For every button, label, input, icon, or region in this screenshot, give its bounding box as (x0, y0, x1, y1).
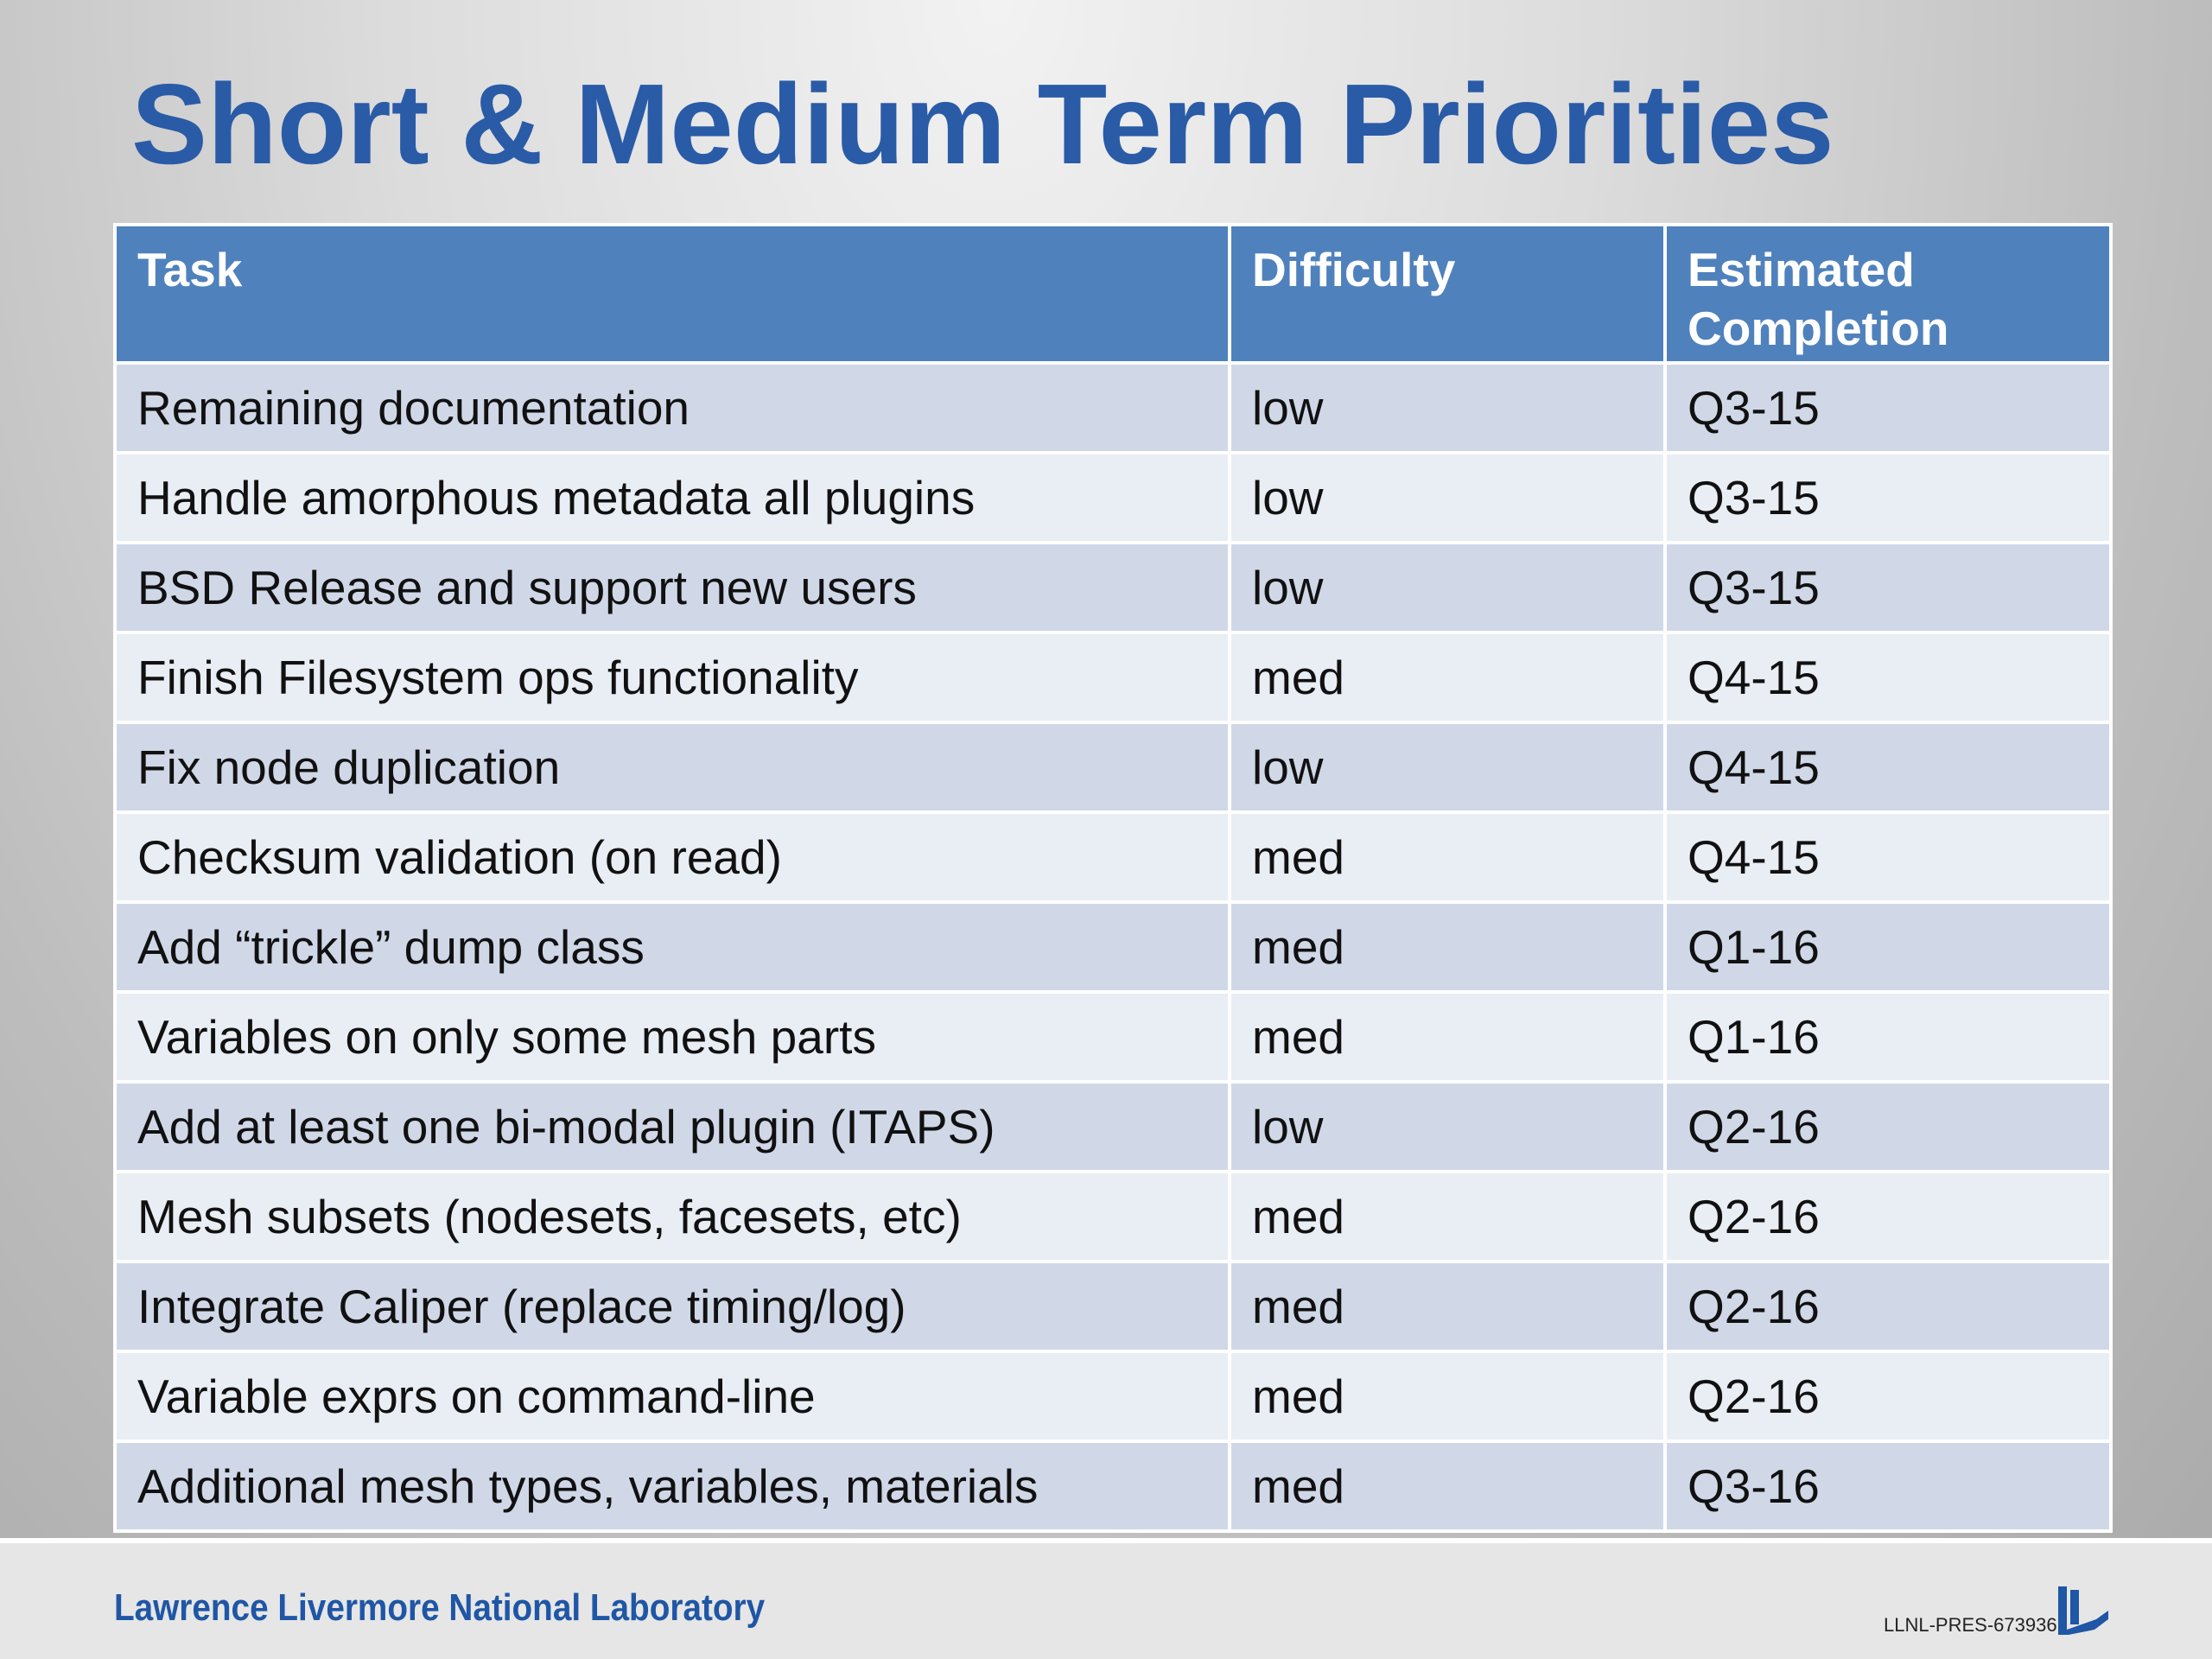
table-row (115, 632, 2111, 722)
difficulty-cell: low (1230, 453, 1665, 543)
table-row (115, 902, 2111, 992)
completion-cell: Q3-15 (1665, 543, 2111, 632)
task-cell: Integrate Caliper (replace timing/log) (115, 1262, 1230, 1351)
completion-cell: Q4-15 (1665, 632, 2111, 722)
task-cell: Fix node duplication (115, 722, 1230, 812)
header-task: Task (115, 225, 1230, 363)
difficulty-cell: med (1230, 1441, 1665, 1531)
difficulty-cell: med (1230, 992, 1665, 1082)
difficulty-cell: med (1230, 632, 1665, 722)
difficulty-cell: med (1230, 902, 1665, 992)
difficulty-cell: low (1230, 363, 1665, 453)
completion-cell: Q3-16 (1665, 1441, 2111, 1531)
task-cell: BSD Release and support new users (115, 543, 1230, 632)
priorities-table (113, 223, 2109, 1533)
task-cell: Additional mesh types, variables, materials (115, 1441, 1230, 1531)
difficulty-cell: low (1230, 543, 1665, 632)
completion-cell: Q3-15 (1665, 363, 2111, 453)
difficulty-cell: med (1230, 1172, 1665, 1262)
completion-cell: Q2-16 (1665, 1351, 2111, 1441)
task-cell: Mesh subsets (nodesets, facesets, etc) (115, 1172, 1230, 1262)
completion-cell: Q2-16 (1665, 1172, 2111, 1262)
table-row (115, 543, 2111, 632)
table-row (115, 1351, 2111, 1441)
task-cell: Variable exprs on command-line (115, 1351, 1230, 1441)
table-row (115, 812, 2111, 902)
completion-cell: Q1-16 (1665, 902, 2111, 992)
document-code: LLNL-PRES-673936 (1884, 1614, 2057, 1636)
completion-cell: Q4-15 (1665, 812, 2111, 902)
difficulty-cell: med (1230, 1262, 1665, 1351)
completion-cell: Q4-15 (1665, 722, 2111, 812)
table-row (115, 722, 2111, 812)
table-row (115, 1262, 2111, 1351)
llnl-logo-icon-graphic (2056, 1585, 2110, 1637)
task-cell: Add “trickle” dump class (115, 902, 1230, 992)
table-row (115, 992, 2111, 1082)
task-cell: Variables on only some mesh parts (115, 992, 1230, 1082)
header-difficulty: Difficulty (1230, 225, 1665, 363)
task-cell: Finish Filesystem ops functionality (115, 632, 1230, 722)
slide-title: Short & Medium Term Priorities (131, 60, 1834, 188)
table-row (115, 363, 2111, 453)
completion-cell: Q1-16 (1665, 992, 2111, 1082)
task-cell: Handle amorphous metadata all plugins (115, 453, 1230, 543)
header-estimated-completion: Estimated Completion (1665, 225, 2111, 363)
llnl-logo-icon (2056, 1585, 2110, 1637)
task-cell: Checksum validation (on read) (115, 812, 1230, 902)
completion-cell: Q2-16 (1665, 1262, 2111, 1351)
task-cell: Add at least one bi-modal plugin (ITAPS) (115, 1082, 1230, 1172)
difficulty-cell: med (1230, 812, 1665, 902)
completion-cell: Q2-16 (1665, 1082, 2111, 1172)
difficulty-cell: med (1230, 1351, 1665, 1441)
difficulty-cell: low (1230, 1082, 1665, 1172)
table-header-row (115, 225, 2111, 363)
table-row (115, 1082, 2111, 1172)
difficulty-cell: low (1230, 722, 1665, 812)
completion-cell: Q3-15 (1665, 453, 2111, 543)
organization-name: Lawrence Livermore National Laboratory (114, 1586, 766, 1629)
table-row (115, 453, 2111, 543)
table-row (115, 1172, 2111, 1262)
slide-footer (0, 1538, 2212, 1659)
table-row (115, 1441, 2111, 1531)
task-cell: Remaining documentation (115, 363, 1230, 453)
